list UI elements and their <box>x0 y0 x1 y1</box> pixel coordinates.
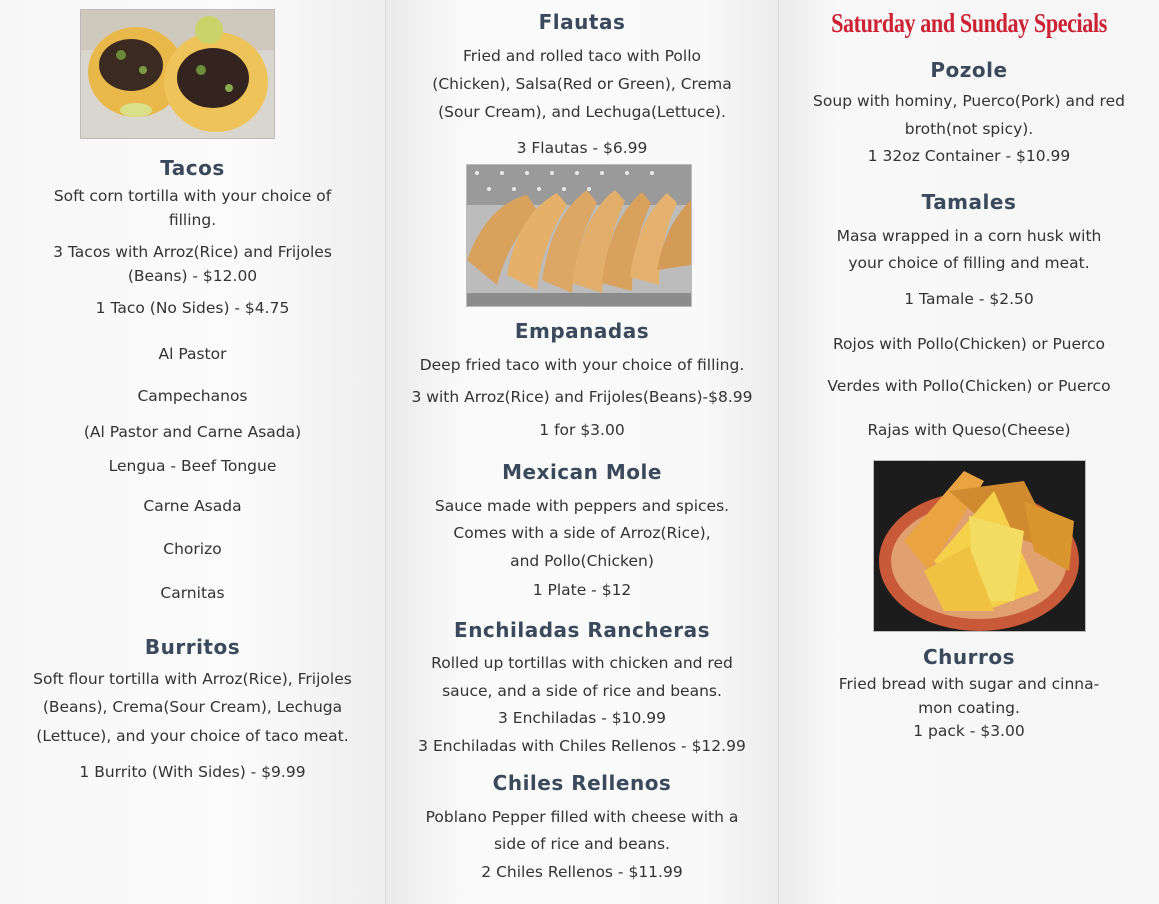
pozole-description-line: Soup with hominy, Puerco(Pork) and red <box>813 92 1125 110</box>
taco-filling-item: Carnitas <box>160 584 225 602</box>
burritos-title: Burritos <box>144 635 241 659</box>
mole-description-line: Sauce made with peppers and spices. <box>434 497 730 515</box>
tamales-description-line: your choice of filling and meat. <box>848 254 1090 272</box>
tacos-offer-line: 3 Tacos with Arroz(Rice) and Frijoles <box>53 243 332 261</box>
chiles-price: 2 Chiles Rellenos - $11.99 <box>481 863 683 881</box>
tamales-option: Verdes with Pollo(Chicken) or Puerco <box>827 377 1111 395</box>
chiles-description-line: side of rice and beans. <box>493 835 670 853</box>
tamales-photo <box>873 460 1086 632</box>
chiles-title: Chiles Rellenos <box>492 771 672 795</box>
tamales-title: Tamales <box>921 190 1017 214</box>
tacos-photo <box>80 9 275 139</box>
burritos-price: 1 Burrito (With Sides) - $9.99 <box>79 763 306 781</box>
burritos-description-line: (Lettuce), and your choice of taco meat. <box>36 727 349 745</box>
churros-description-line: Fried bread with sugar and cinna- <box>838 675 1100 693</box>
flautas-photo <box>466 164 692 307</box>
empanadas-price: 3 with Arroz(Rice) and Frijoles(Beans)-$8.99 <box>411 388 753 406</box>
menu-panel-right <box>779 0 1159 904</box>
taco-filling-item: (Al Pastor and Carne Asada) <box>83 423 302 441</box>
empanadas-price: 1 for $3.00 <box>539 421 625 439</box>
flautas-description-line: Fried and rolled taco with Pollo <box>463 47 701 65</box>
burritos-description-line: Soft flour tortilla with Arroz(Rice), Frijoles <box>33 670 352 688</box>
menu-panel-left <box>0 0 385 904</box>
flautas-title: Flautas <box>538 10 626 34</box>
specials-banner: Saturday and Sunday Specials <box>831 8 1107 38</box>
chiles-description-line: Poblano Pepper filled with cheese with a <box>425 808 739 826</box>
enchiladas-description-line: sauce, and a side of rice and beans. <box>442 682 722 700</box>
empanadas-description: Deep fried taco with your choice of filling. <box>419 356 745 374</box>
churros-price: 1 pack - $3.00 <box>913 722 1025 740</box>
empanadas-title: Empanadas <box>514 319 650 343</box>
churros-title: Churros <box>922 645 1016 669</box>
mole-description-line: and Pollo(Chicken) <box>510 552 654 570</box>
burritos-description-line: (Beans), Crema(Sour Cream), Lechuga <box>42 698 343 716</box>
flautas-description-line: (Sour Cream), and Lechuga(Lettuce). <box>438 103 726 121</box>
enchiladas-title: Enchiladas Rancheras <box>454 618 710 642</box>
enchiladas-description-line: Rolled up tortillas with chicken and red <box>431 654 733 672</box>
pozole-price: 1 32oz Container - $10.99 <box>867 147 1071 165</box>
enchiladas-price: 3 Enchiladas - $10.99 <box>498 709 666 727</box>
tacos-offer-line: (Beans) - $12.00 <box>127 267 258 285</box>
menu-panel-middle <box>386 0 778 904</box>
pozole-title: Pozole <box>930 58 1008 82</box>
tamales-option: Rajas with Queso(Cheese) <box>867 421 1071 439</box>
taco-filling-item: Lengua - Beef Tongue <box>108 457 277 475</box>
tacos-description-line: Soft corn tortilla with your choice of <box>53 187 332 205</box>
tamales-option: Rojos with Pollo(Chicken) or Puerco <box>832 335 1106 353</box>
mole-price: 1 Plate - $12 <box>532 581 632 599</box>
tamales-description-line: Masa wrapped in a corn husk with <box>836 227 1102 245</box>
taco-filling-item: Chorizo <box>163 540 222 558</box>
pozole-description-line: broth(not spicy). <box>904 120 1034 138</box>
flautas-description-line: (Chicken), Salsa(Red or Green), Crema <box>432 75 732 93</box>
tacos-title: Tacos <box>160 156 225 180</box>
enchiladas-price: 3 Enchiladas with Chiles Rellenos - $12.99 <box>418 737 746 755</box>
flautas-price: 3 Flautas - $6.99 <box>516 139 648 157</box>
tacos-description-line: filling. <box>168 211 217 229</box>
mole-description-line: Comes with a side of Arroz(Rice), <box>453 524 711 542</box>
tamales-price: 1 Tamale - $2.50 <box>904 290 1034 308</box>
churros-description-line: mon coating. <box>918 699 1020 717</box>
mole-title: Mexican Mole <box>502 460 662 484</box>
taco-filling-item: Carne Asada <box>143 497 242 515</box>
taco-filling-item: Campechanos <box>137 387 248 405</box>
tacos-single-price: 1 Taco (No Sides) - $4.75 <box>95 299 290 317</box>
taco-filling-item: Al Pastor <box>158 345 227 363</box>
